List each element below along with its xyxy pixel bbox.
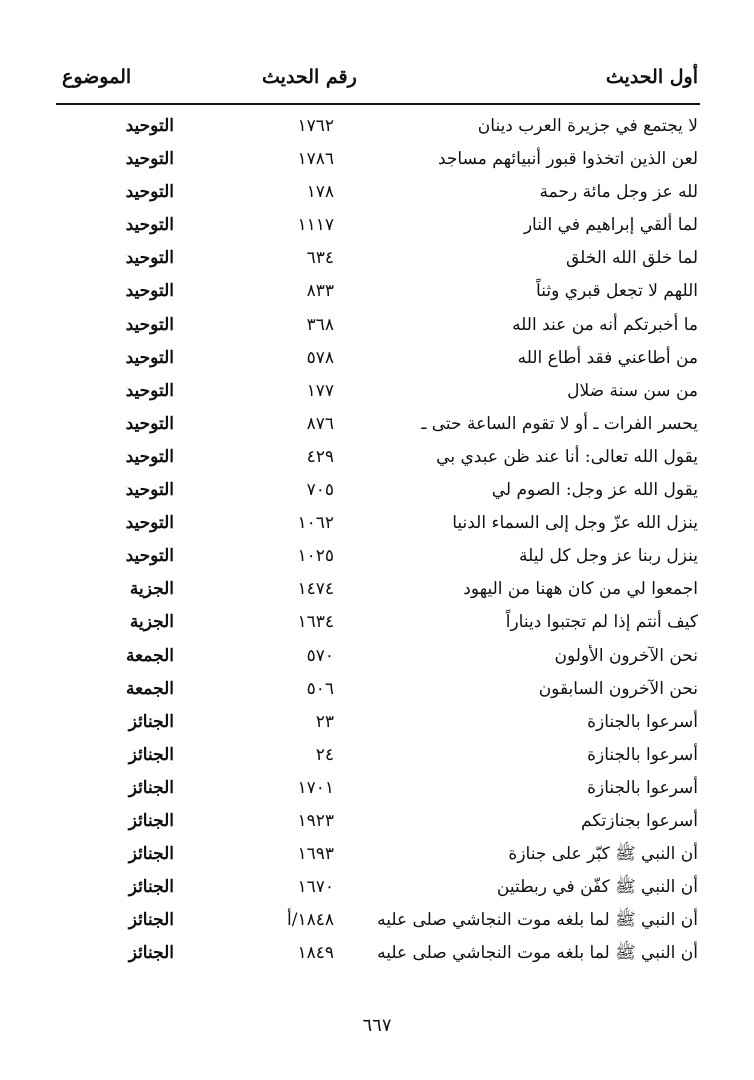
hadith-number: ١٧٦٢ bbox=[297, 116, 334, 136]
hadith-first-words: ما أخبرتكم أنه من عند الله bbox=[512, 314, 698, 335]
hadith-first-words: كيف أنتم إذا لم تجتبوا ديناراً bbox=[505, 612, 698, 633]
table-row bbox=[0, 606, 754, 639]
table-row bbox=[0, 904, 754, 937]
hadith-first-words: ينزل ربنا عز وجل كل ليلة bbox=[519, 546, 698, 567]
hadith-first-words: أن النبي ﷺ كبّر على جنازة bbox=[508, 844, 698, 865]
column-header-first-words: أول الحديث bbox=[605, 66, 698, 88]
hadith-first-words: أسرعوا بالجنازة bbox=[587, 744, 698, 765]
table-row bbox=[0, 441, 754, 474]
hadith-first-words: لما خلق الله الخلق bbox=[565, 248, 698, 269]
table-row bbox=[0, 209, 754, 242]
hadith-topic: التوحيد bbox=[125, 116, 174, 136]
hadith-number: ٥٧٠ bbox=[306, 645, 334, 666]
hadith-first-words: أن النبي ﷺ لما بلغه موت النجاشي صلى عليه bbox=[377, 910, 698, 931]
hadith-topic: التوحيد bbox=[125, 513, 174, 534]
table-row bbox=[0, 474, 754, 507]
hadith-topic: التوحيد bbox=[125, 281, 174, 302]
hadith-topic: الجنائز bbox=[128, 877, 174, 898]
hadith-number: ٥٠٦ bbox=[306, 678, 334, 699]
hadith-number: ٥٧٨ bbox=[306, 347, 334, 368]
hadith-topic: التوحيد bbox=[125, 149, 174, 170]
hadith-number: ١٧٠١ bbox=[297, 777, 334, 798]
hadith-topic: التوحيد bbox=[125, 314, 174, 335]
hadith-first-words: أن النبي ﷺ كفّن في ربطتين bbox=[496, 877, 698, 898]
table-row bbox=[0, 739, 754, 772]
hadith-topic: التوحيد bbox=[125, 182, 174, 203]
hadith-number: ١٧٨٦ bbox=[297, 149, 334, 170]
hadith-number: ٦٣٤ bbox=[306, 248, 334, 269]
table-header bbox=[0, 66, 754, 102]
hadith-number: ٨٧٦ bbox=[306, 413, 334, 434]
hadith-number: ١٧٧ bbox=[306, 380, 334, 401]
table-row bbox=[0, 540, 754, 573]
hadith-topic: التوحيد bbox=[125, 347, 174, 368]
hadith-number: ١٤٧٤ bbox=[297, 579, 334, 600]
table-row bbox=[0, 275, 754, 308]
hadith-number: ١٠٦٢ bbox=[297, 513, 334, 534]
column-header-topic: الموضوع bbox=[62, 66, 132, 88]
column-header-hadith-number: رقم الحديث bbox=[262, 66, 357, 88]
hadith-topic: الجزية bbox=[129, 579, 174, 600]
table-row bbox=[0, 408, 754, 441]
table-row bbox=[0, 937, 754, 970]
table-row bbox=[0, 772, 754, 805]
hadith-topic: التوحيد bbox=[125, 546, 174, 567]
hadith-number: ١٩٢٣ bbox=[297, 810, 334, 831]
hadith-first-words: لله عز وجل مائة رحمة bbox=[539, 182, 698, 203]
hadith-index-table bbox=[0, 110, 754, 970]
table-row bbox=[0, 805, 754, 838]
table-row bbox=[0, 871, 754, 904]
hadith-topic: الجنائز bbox=[128, 777, 174, 798]
hadith-number: ٤٢٩ bbox=[306, 446, 334, 467]
hadith-topic: الجنائز bbox=[128, 810, 174, 831]
hadith-first-words: يقول الله عز وجل: الصوم لي bbox=[491, 480, 698, 501]
page-number: ٦٦٧ bbox=[362, 1015, 392, 1036]
hadith-number: ١٦٣٤ bbox=[297, 612, 334, 633]
hadith-number: ١١١٧ bbox=[297, 215, 334, 236]
hadith-topic: التوحيد bbox=[125, 446, 174, 467]
hadith-topic: الجمعة bbox=[125, 678, 174, 699]
hadith-first-words: من أطاعني فقد أطاع الله bbox=[517, 347, 698, 368]
hadith-first-words: لما ألقي إبراهيم في النار bbox=[523, 215, 698, 236]
hadith-first-words: نحن الآخرون السابقون bbox=[538, 678, 698, 699]
hadith-number: ٨٣٣ bbox=[306, 281, 334, 302]
hadith-topic: التوحيد bbox=[125, 380, 174, 401]
hadith-first-words: لا يجتمع في جزيرة العرب دينان bbox=[477, 116, 698, 136]
table-row bbox=[0, 309, 754, 342]
hadith-number: ٣٦٨ bbox=[306, 314, 334, 335]
hadith-number: ١٧٨ bbox=[306, 182, 334, 203]
hadith-topic: التوحيد bbox=[125, 248, 174, 269]
hadith-topic: الجنائز bbox=[128, 844, 174, 865]
table-row bbox=[0, 507, 754, 540]
hadith-topic: التوحيد bbox=[125, 480, 174, 501]
hadith-number: ٢٤ bbox=[315, 744, 334, 765]
hadith-first-words: نحن الآخرون الأولون bbox=[554, 645, 698, 666]
hadith-first-words: لعن الذين اتخذوا قبور أنبيائهم مساجد bbox=[437, 149, 698, 170]
hadith-topic: التوحيد bbox=[125, 215, 174, 236]
table-row bbox=[0, 242, 754, 275]
hadith-number: ١٠٢٥ bbox=[297, 546, 334, 567]
hadith-topic: الجزية bbox=[129, 612, 174, 633]
hadith-topic: الجنائز bbox=[128, 943, 174, 964]
hadith-topic: الجمعة bbox=[125, 645, 174, 666]
hadith-number: ١٦٧٠ bbox=[297, 877, 334, 898]
table-row bbox=[0, 640, 754, 673]
hadith-number: ١٨٤٩ bbox=[297, 943, 334, 964]
table-row bbox=[0, 706, 754, 739]
hadith-number: ١٨٤٨/أ bbox=[287, 910, 334, 931]
table-row bbox=[0, 673, 754, 706]
hadith-number: ٧٠٥ bbox=[306, 480, 334, 501]
table-row bbox=[0, 143, 754, 176]
table-row bbox=[0, 375, 754, 408]
hadith-first-words: أسرعوا بجنازتكم bbox=[580, 810, 698, 831]
hadith-number: ٢٣ bbox=[315, 711, 334, 732]
table-row bbox=[0, 573, 754, 606]
hadith-topic: التوحيد bbox=[125, 413, 174, 434]
hadith-first-words: يقول الله تعالى: أنا عند ظن عبدي بي bbox=[436, 446, 698, 467]
hadith-first-words: اللهم لا تجعل قبري وثناً bbox=[536, 281, 698, 302]
table-row bbox=[0, 110, 754, 143]
table-row bbox=[0, 342, 754, 375]
hadith-number: ١٦٩٣ bbox=[297, 844, 334, 865]
table-row bbox=[0, 838, 754, 871]
hadith-topic: الجنائز bbox=[128, 910, 174, 931]
hadith-first-words: ينزل الله عزّ وجل إلى السماء الدنيا bbox=[452, 513, 698, 534]
hadith-first-words: من سن سنة ضلال bbox=[567, 380, 698, 401]
table-row bbox=[0, 176, 754, 209]
header-divider bbox=[56, 103, 700, 105]
hadith-topic: الجنائز bbox=[128, 744, 174, 765]
hadith-first-words: أسرعوا بالجنازة bbox=[587, 777, 698, 798]
hadith-first-words: اجمعوا لي من كان ههنا من اليهود bbox=[463, 579, 698, 600]
hadith-first-words: يحسر الفرات ـ أو لا تقوم الساعة حتى ـ bbox=[421, 413, 698, 434]
hadith-topic: الجنائز bbox=[128, 711, 174, 732]
hadith-first-words: أسرعوا بالجنازة bbox=[587, 711, 698, 732]
hadith-first-words: أن النبي ﷺ لما بلغه موت النجاشي صلى عليه bbox=[377, 943, 698, 964]
